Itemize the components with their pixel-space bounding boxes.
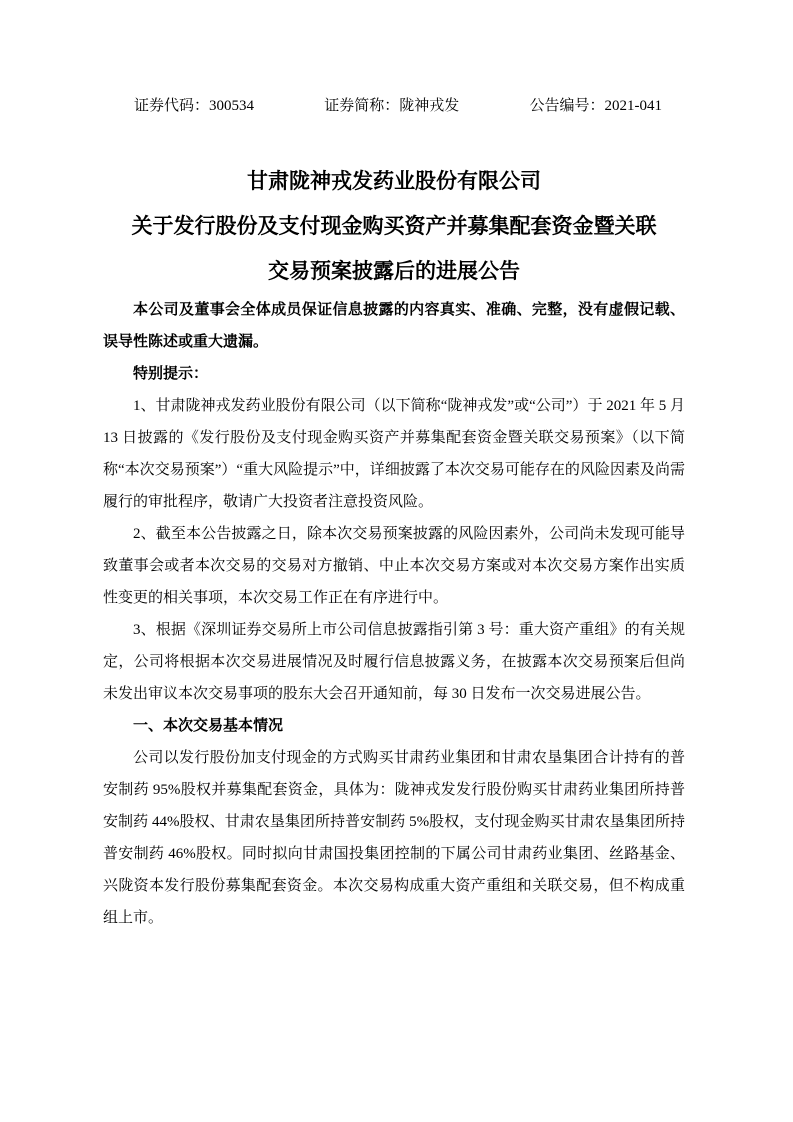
stock-short-name: 证券简称：陇神戎发 bbox=[324, 98, 460, 114]
stock-code: 证券代码：300534 bbox=[134, 98, 255, 114]
document-title bbox=[103, 159, 685, 294]
page-header-row bbox=[103, 96, 685, 117]
title-line-subject-1: 关于发行股份及支付现金购买资产并募集配套资金暨关联 bbox=[131, 214, 657, 238]
special-notice-heading: 特别提示： bbox=[133, 366, 209, 382]
document-content bbox=[103, 0, 685, 934]
board-declaration: 本公司及董事会全体成员保证信息披露的内容真实、准确、完整，没有虚假记载、误导性陈述或重大遗漏。 bbox=[103, 302, 685, 350]
notice-item-1: 1、甘肃陇神戎发药业股份有限公司（以下简称“陇神戎发”或“公司”）于 2021 年 5 月 13 日披露的《发行股份及支付现金购买资产并募集配套资金暨关联交易预案》（以下简称“本次交易预案”）“重大风险提示”中，详细披露了本次交易可能存在的风险因素及尚需履行的审批程序，敬请广大投资者注意投资风险。 bbox=[103, 398, 685, 510]
section-body-basic-info: 公司以发行股份加支付现金的方式购买甘肃药业集团和甘肃农垦集团合计持有的普安制药 95%股权并募集配套资金，具体为：陇神戎发发行股份购买甘肃药业集团所持普安制药 44%股权、甘肃农垦集团所持普安制药 5%股权，支付现金购买甘肃农垦集团所持普安制药 46%股权。同时拟向甘肃国投集团控制的下属公司甘肃药业集团、丝路基金、兴陇资本发行股份募集配套资金。本次交易构成重大资产重组和关联交易，但不构成重组上市。 bbox=[103, 750, 685, 926]
title-line-subject-2: 交易预案披露后的进展公告 bbox=[268, 259, 520, 283]
section-heading-basic-info: 一、本次交易基本情况 bbox=[133, 718, 284, 734]
title-line-company: 甘肃陇神戎发药业股份有限公司 bbox=[247, 169, 541, 193]
announcement-number: 公告编号：2021-041 bbox=[529, 98, 662, 114]
notice-item-3: 3、根据《深圳证券交易所上市公司信息披露指引第 3 号：重大资产重组》的有关规定，公司将根据本次交易进展情况及时履行信息披露义务，在披露本次交易预案后但尚未发出审议本次交易事项的股东大会召开通知前，每 30 日发布一次交易进展公告。 bbox=[103, 622, 685, 702]
notice-item-2: 2、截至本公告披露之日，除本次交易预案披露的风险因素外，公司尚未发现可能导致董事会或者本次交易的交易对方撤销、中止本次交易方案或对本次交易方案作出实质性变更的相关事项，本次交易工作正在有序进行中。 bbox=[103, 526, 685, 606]
